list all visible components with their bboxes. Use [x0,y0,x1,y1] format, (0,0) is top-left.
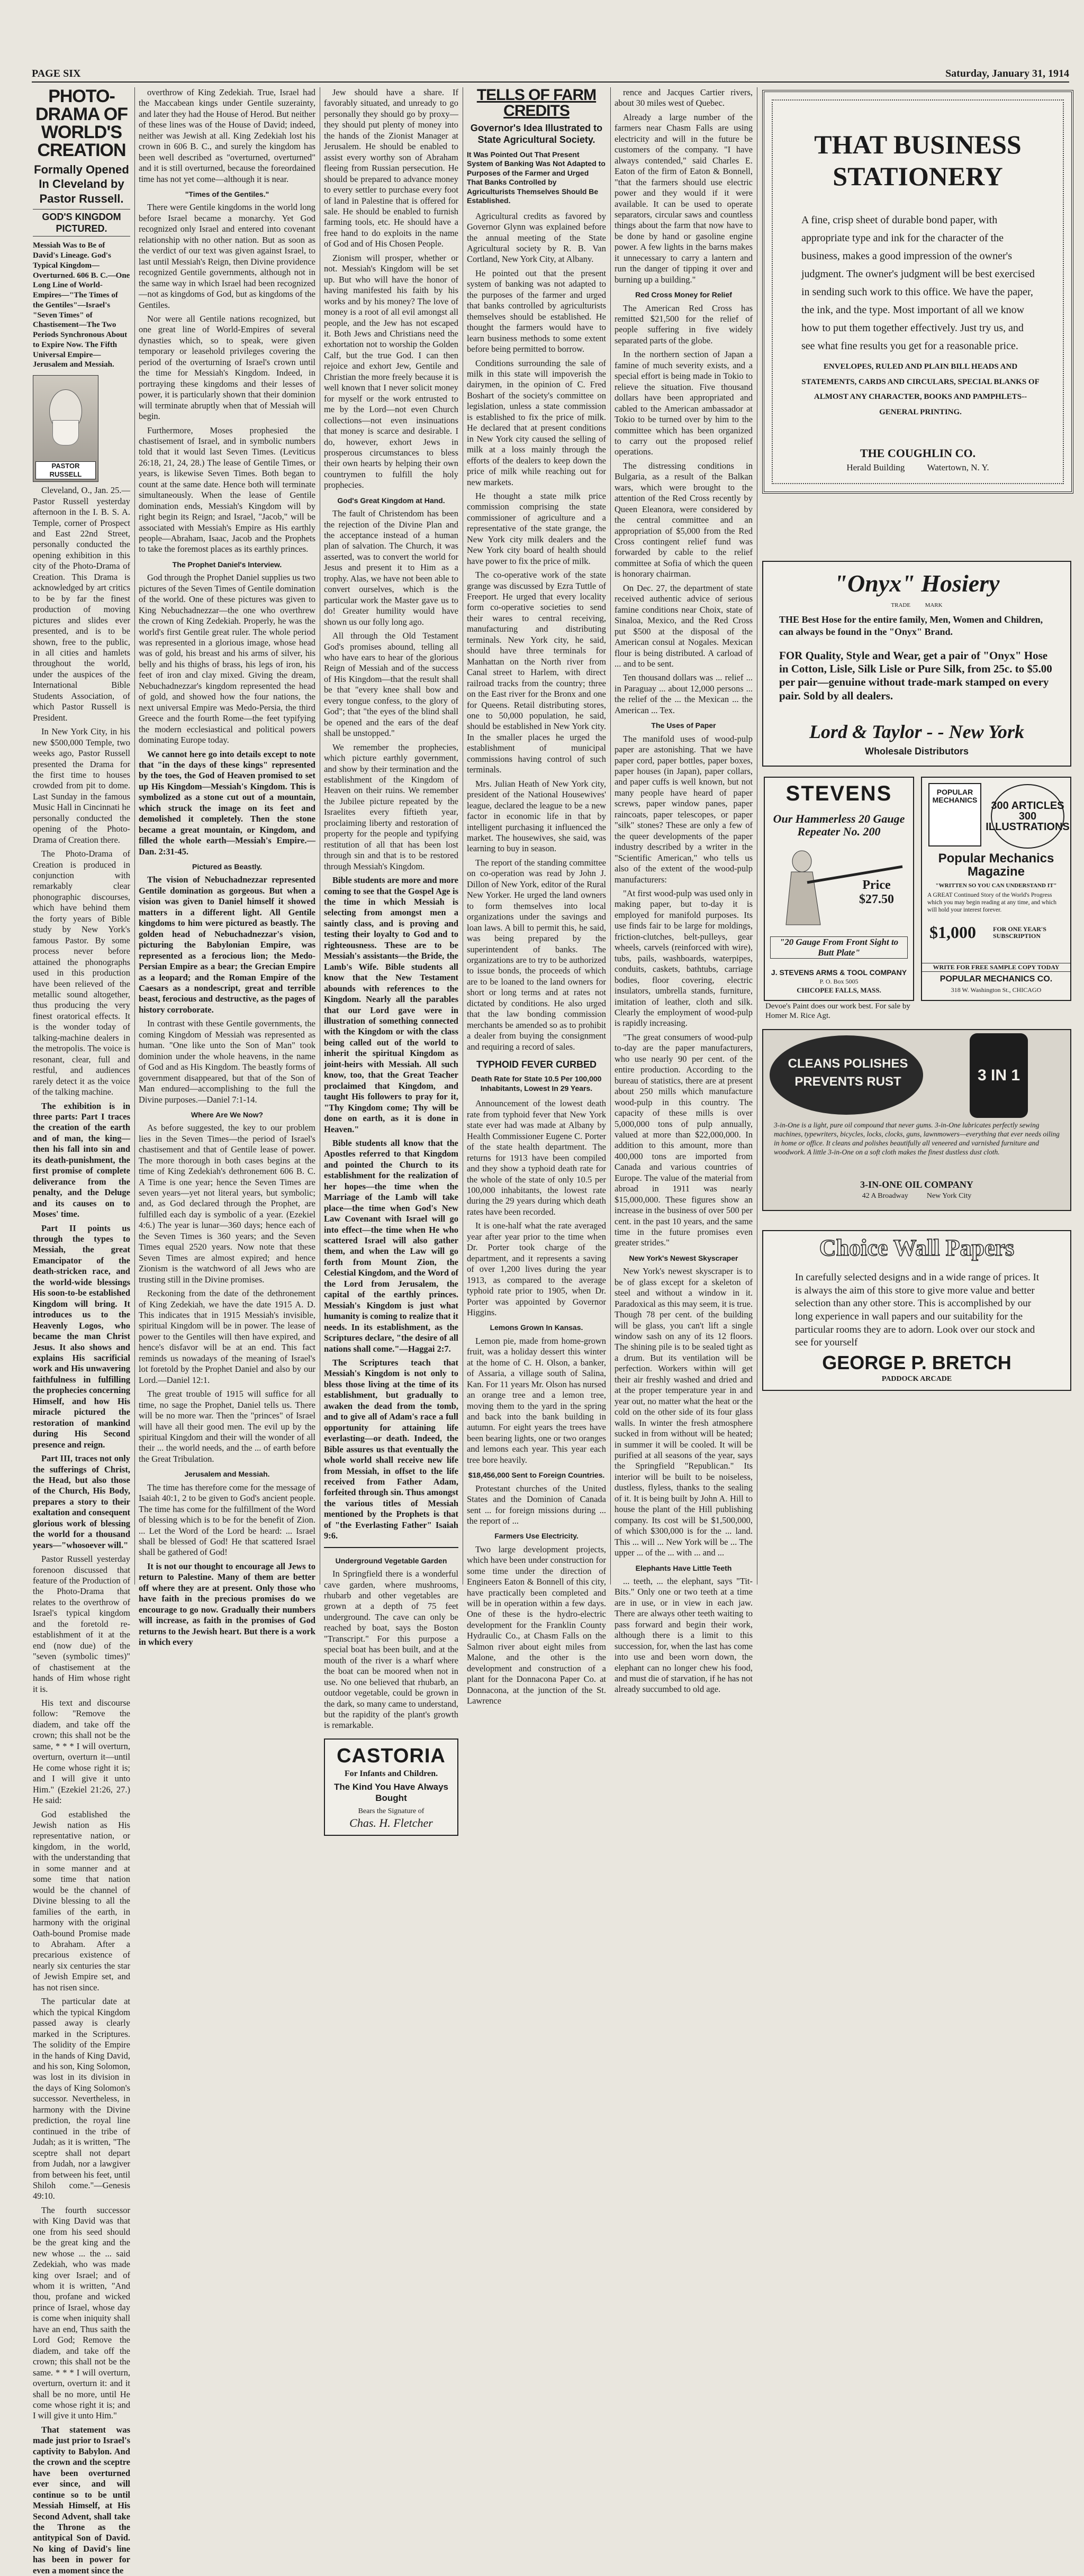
paragraph: Already a large number of the farmers near Chasm Falls are using electricity and will in the future be customers of the company. "I have always contended," said Charles E. Eaton of the firm of Eaton & Bonnell, "that the farmers should use electric power and they would if it were available. It can be used to operate separators, circular saws and countless things about the farm that now have to be done by hand or gasoline engine power. A few lights in the barns makes it unnecessary to carry a lantern and run the danger of tipping it over and burning up a building." [615,112,753,285]
stationery-address: Herald Building Watertown, N. Y. [846,462,989,472]
paragraph: On Dec. 27, the department of state received authentic advice of serious famine conditions near Choix, state of Sinaloa, Mexico, and the Red Cross put $500 at the disposal of the American consul at Nogales. Mexican flour is being distributed. A carload of ... and to be sent. [615,582,753,669]
paragraph: Bible students all know that the Apostles referred to that Kingdom and pointed the Church to its establishment for the realization of her hopes—the time when the Marriage of the Lamb will take place—the time when God's New Law Covenant with Israel will go into effect—the time when He who scattered Israel will also gather them, and when the Law will go forth from Mount Zion, the Celestial Kingdom, and the Word of the Lord from Jerusalem, the capital of the earthly princes. Messiah's Kingdom is just what humanity is coming to realize that it needs. In its establishment, as the Scriptures declare, "the desire of all nations shall come."—Haggai 2:7. [324,1137,458,1354]
popular-mechanics-ad [921,777,1071,1001]
paragraph: rence and Jacques Cartier rivers, about 30 miles west of Quebec. [615,87,753,108]
deck: Death Rate for State 10.5 Per 100,000 Inhabitants, Lowest In 29 Years. [471,1075,602,1093]
castoria-ad [324,1738,458,1836]
paragraph: The report of the standing committee on co-operation was read by John J. Dillon of New York, editor of the Rural New Yorker. He urged the land owners to form themselves into local organizations under the savings and loan laws. A bill to permit this, he said, was being prepared by the superintendent of banks. The organizations are to try to be authorized to issue bonds, the proceeds of which are to be loaned to the land owners for short or long terms and at rates not dictated by conditions. He also urged that the law bonding commission merchants be amended so as to prohibit a dealer from buying the consignment and requiring a record of sales. [467,857,606,1052]
column-3 [324,87,458,1830]
article-box [324,1547,458,1731]
stationery-list: ENVELOPES, RULED AND PLAIN BILL HEADS AND STATEMENTS, CARDS AND CIRCULARS, SPECIAL BLANKS OF ALMOST ANY CHARACTER, BOOKS AND PAMPHLETS--GENERAL PRINTING. [801,362,1040,416]
section-heading: Red Cross Money for Relief [635,290,732,299]
section-heading: Where Are We Now? [191,1110,264,1119]
wallpaper-address: PADDOCK ARCADE [881,1375,952,1383]
section-heading: New York's Newest Skyscraper [629,1253,738,1262]
paragraph: "At first wood-pulp was used only in making paper, but to-day it is employed for manifold purposes. Its use finds fair to be large for moldings, friction-clutches, belt-pulleys, gear wheels, carvels (reinforced with wire), tubs, pails, washboards, waterpipes, conduits, caskets, bathtubs, carriage bodies, floor covering, electric insulators, umbrella stands, furniture, imitation of leather, cloth and silk. Clearly the employment of wood-pulp is rapidly increasing. [615,888,753,1028]
onyx-trademark: TRADE MARK [891,602,943,608]
paragraph: Protestant churches of the United States and the Dominion of Canada sent ... for foreign missions during ... the report of ... [467,1483,606,1526]
oil-can-icon: 3 IN 1 [970,1033,1028,1118]
paragraph: The time has therefore come for the message of Isaiah 40:1, 2 to be given to God's ancient people. The time has come for the fulfillment of the Word of blessing which is to be for the benefit of Zion. ... Let the Word of the Lord be heard: ... Israel shall be blessed of God! He that scattered Israel shall be gathered of God! [139,1482,315,1558]
subheadline: Governor's Idea Illustrated to State Agricultural Society. [470,123,603,145]
pm-firm: POPULAR MECHANICS CO. [940,975,1053,984]
section-heading: "Times of the Gentiles." [185,190,269,199]
paragraph: As before suggested, the key to our problem lies in the Seven Times—the period of Israel's chastisement and that of Gentile lease of power. The more thorough in both cases begins at the time of King Zedekiah's dethronement 606 B. C. A Time is one year; hence the Seven Times are seven years—yet not literal years, but symbolic; and, as God declared through the Prophet, are fulfilled each day is symbolic of a year. (Ezekiel 4:6.) The year is lunar—360 days; hence each of the Seven Times is 360 years; and the Seven Times equal 2520 years. Now note that these Seven Times are almost expired; and hence Zionism is the watchword of all Jews who are trusting still in the Divine promises. [139,1123,315,1285]
paragraph: God through the Prophet Daniel supplies us two pictures of the Seven Times of Gentile domination of the world. One of these pictures was given to King Nebuchadnezzar—the one who overthrew the crown of King Zedekiah. Properly, he was the world's first Gentile great ruler. The whole period was represented in a glorious image, whose head was of gold, his breast and his arms of silver, his belly and his thighs of brass, his legs of iron, his feet of iron and clay mixed. Giving the dream, Nebuchadnezzar's kingdom represented the head of gold, and showed how the four nations, the next universal Empire was Medo-Persia, the third Greece and the fourth Rome—the feet typifying the modern ecclesiastical and political powers dominating Europe today. [139,572,315,745]
stationery-ad [762,90,1073,494]
stationery-body: A fine, crisp sheet of durable bond paper, with appropriate type and ink for the character of the business, makes a good impression of the owner's judgment. The owner's judgment will be best exercised in sending such work to this office. We have the paper, the ink, and the type. Most important of all we know how to put them together effectively. Just try us, and see what fine results you get for a reasonable price. [801,214,1035,352]
subheadline-2: GOD'S KINGDOM PICTURED. [33,209,130,237]
section-heading: $18,456,000 Sent to Foreign Countries. [468,1471,605,1480]
oil-firm: 3-IN-ONE OIL COMPANY [860,1179,973,1190]
portrait-caption: PASTOR RUSSELL [35,461,96,479]
magazine-body: A GREAT Continued Story of the World's Progress which you may begin reading at any time, and which will hold your interest forever. [927,892,1056,913]
section-heading: Jerusalem and Messiah. [184,1470,270,1479]
oil-slogan-2: PREVENTS RUST [794,1075,901,1089]
paragraph: He thought a state milk price commission comprising the state commissioner of agriculture and a representative of the state grange, the New York city milk dealers and the New York city board of health should have power to fix the price of milk. [467,490,606,566]
paragraph: In the northern section of Japan a famine of much severity exists, and a special effort is being made in Tokio to relieve the situation. Five thousand dollars have been appropriated and cabled to the American ambassador at Tokio to be turned over by him to the committee which has been organized to carry out the proposed relief operations. [615,349,753,457]
section-heading: The Prophet Daniel's Interview. [172,560,282,569]
paragraph: Part III, traces not only the sufferings of Christ, the Head, but also those of the Church, His Body, prepares a story to their exaltation and consequent glorious work of blessing the world for a thousand years—"whosoever will." [33,1453,130,1550]
stevens-price: Price $27.50 [859,878,894,906]
section-heading: Pictured as Beastly. [192,862,263,871]
paragraph: He pointed out that the present system of banking was not adapted to the purposes of the farmer and urged that banks controlled by agriculturists themselves should be established. He thought the farmers would have to learn business methods to some extent before being permitted to borrow. [467,268,606,354]
column-rule [610,87,611,1585]
pm-address: 318 W. Washington St., CHICAGO [951,986,1042,994]
paragraph: In Springfield there is a wonderful cave garden, where mushrooms, rhubarb and other vegetables are grown at a depth of 75 feet underground. The cave can only be reached by boat, says the Boston "Transcript." For this purpose a special boat has been built, and at the mouth of the river is a wharf where the boat can be moored when not in use. No one believed that rhubarb, an outdoor vegetable, could be grown in the dark, so many came to understand, but the rapidity of the plant's growth is remarkable. [324,1569,458,1731]
paragraph: It is one-half what the rate averaged year after year prior to the time when Dr. Porter took charge of the department, and it represents a saving of over 1,200 lives during the year 1913, as compared to the average typhoid rate prior to 1905, when Dr. Porter was appointed by Governor Higgins. [467,1221,606,1317]
paragraph: Cleveland, O., Jan. 25.—Pastor Russell yesterday afternoon in the I. B. S. A. Temple, corner of Prospect and East 22nd Street, personally conducted the opening exhibition in this city of the Photo-Drama of Creation. This Drama is acknowledged by art critics to be by far the finest production of moving pictures and slides ever presented, and is to be shown, free to the public, in all cities and hamlets throughout the world, under the auspices of the International Bible Students Association, of which Pastor Russell is President. [33,485,130,723]
devoe-notice: Devoe's Paint does our work best. For sale by Homer M. Rice Agt. [765,1002,910,1020]
paragraph: There were Gentile kingdoms in the world long before Israel became a monarchy. Yet God recognized only Israel and entered into covenant relationship with no other nation. But as soon as the verdict of our text was given against Israel, to last until Messiah's Reign, then Divine providence recognized Gentile governments, although not in the same way in which Israel had been recognized—not as kingdoms of God, but as kingdoms of the Gentiles. [139,202,315,310]
onyx-line-2: FOR Quality, Style and Wear, get a pair of "Onyx" Hose in Cotton, Lisle, Silk Lisle or Pure Silk, from 25c. to $5.00 per pair—genuine without trade-mark stamped on every pair. Sold by all dealers. [779,649,1052,702]
free-sample: WRITE FOR FREE SAMPLE COPY TODAY [922,963,1070,972]
section-heading: Farmers Use Electricity. [494,1532,579,1541]
deck: It Was Pointed Out That Present System of Banking Was Not Adapted to Purposes of the Farmer and Urged That Banks Controlled by Agriculturists Themselves Should Be Established. [467,150,606,205]
paragraph: Reckoning from the date of the dethronement of King Zedekiah, we have the date 1915 A. D. This indicates that in 1915 Messiah's invisible, spiritual Kingdom will be in power. The lease of power to the Gentiles will then have expired, and hence's disfavor will be at an end. This fact reminds us nowadays of the meaning of Israel's lot foretold by the Prophet Daniel and also by our Lord.—Daniel 12:1. [139,1288,315,1385]
stationery-firm: THE COUGHLIN CO. [860,447,976,460]
castoria-title: CASTORIA [337,1744,446,1767]
stationery-title-2: STATIONERY [833,161,1003,191]
paragraph: The distressing conditions in Bulgaria, as a result of the Balkan wars, which were brought to the attention of the Red Cross recently by Queen Eleanora, were considered by the central committee and an appropriation of $5,000 from the Red Cross contingent relief fund was forwarded by cable to the relief committee at Sofia of which the queen is honorary chairman. [615,460,753,579]
deck: Messiah Was to Be of David's Lineage. God's Typical Kingdom—Overturned. 606 B. C.—One Long Line of World-Empires—"The Times of the Gentiles"—Israel's "Seven Times" of Chastisement—The Two Periods Synchronous About to Expire Now. The Fifth Universal Empire—Jerusalem and Messiah. [33,241,130,369]
oil-address: 42 A Broadway New York City [862,1192,972,1200]
onyx-line-1: THE Best Hose for the entire family, Men, Women and Children, can always be found in the "Onyx" Brand. [779,614,1043,637]
stationery-title-1: THAT BUSINESS [814,130,1022,159]
stevens-model: Our Hammerless 20 Gauge Repeater No. 200 [773,812,905,839]
onyx-hosiery-ad [762,561,1071,767]
subheadline: Formally Opened In Cleveland by Pastor Russell. [34,163,129,205]
paragraph: The American Red Cross has remitted $21,500 for the relief of people suffering in five widely separated parts of the globe. [615,303,753,345]
paragraph: The fourth successor with King David was that one from his seed should be the great king and the new whose ... the ... said Zedekiah, who was made king over Israel; and of whom it is written, "And thou, profane and wicked prince of Israel, whose day is come when iniquity shall have an end, Thus saith the Lord God; Remove the diadem, and take off the crown; this shall not be the same. * * * I will overturn, overturn, overturn it: and it shall be no more, until He come whose right it is; and I will give it unto Him." [33,2205,130,2421]
castoria-subtitle: For Infants and Children. [344,1769,438,1778]
paragraph: In New York City, in his new $500,000 Temple, two weeks ago, Pastor Russell presented the Drama for the first time to houses crowded from pit to dome. Last Sunday in the famous Music Hall in Cincinnati he personally conducted the opening of the Photo-Drama of Creation there. [33,726,130,845]
headline: PHOTO-DRAMA OF WORLD'S CREATION [35,86,128,160]
onyx-title: "Onyx" Hosiery [834,570,1000,597]
section-heading: TYPHOID FEVER CURBED [476,1059,597,1070]
paragraph: The fault of Christendom has been the rejection of the Divine Plan and the acceptance instead of a human plan of salvation. The Church, it was asserted, was to convert the world for Jesus and present it to Him as a trophy. Alas, we have not been able to convert ourselves, which is the particular work the Master gave us to do! Greater humility would have shown us our folly long ago. [324,508,458,627]
section-heading: Elephants Have Little Teeth [635,1563,732,1572]
oil-body: 3-in-One is a light, pure oil compound that never gums. 3-in-One lubricates perfectly sewing machines, typewriters, bicycles, locks, clocks, guns, lawnmowers—everything that ever needs oiling in home or office. It cleans and polishes beautifully all veneered and varnished furniture and woodwork. A little 3-in-One on a soft cloth makes the finest dustless dust cloth. [774,1121,1060,1156]
paragraph: Pastor Russell yesterday forenoon discussed that feature of the Production of the Photo-Drama that relates to the overthrow of Israel's typical kingdom and the foretold re-establishment of it at the end (now due) of the "seven (symbolic times)" of chastisement at the hands of Him whose right it is. [33,1554,130,1694]
oil-ad [762,1029,1071,1211]
castoria-tagline: The Kind You Have Always Bought [333,1781,449,1803]
stevens-tagline: "20 Gauge From Front Sight to Butt Plate" [770,936,908,959]
castoria-signature: Chas. H. Fletcher [349,1816,433,1830]
paragraph: Announcement of the lowest death rate from typhoid fever that New York state ever had was made at Albany by Health Commissioner Eugene C. Porter of the state health department. The returns for 1913 have been compiled and they show a typhoid death rate for the whole of the state of only 10.5 per 100,000 inhabitants, the lowest rate during the 29 years during which death rates have been recorded. [467,1098,606,1217]
paragraph: The Photo-Drama of Creation is produced in conjunction with remarkably clear phonographic discourses, which have behind them the forty years of Bible study by New York's famous Pastor. By some process never before attained the phonographs used in this production have been relieved of the metallic sound altogether, thus producing the very finest oratorical effects. It is the wonder today of talking-machine dealers in the metropolis. The voice is resonant, clear, full and restful, and audiences rarely detect it as the voice of the talking machine. [33,849,130,1097]
column-2 [139,87,315,1647]
paragraph: Mrs. Julian Heath of New York city, president of the National Housewives' league, declared the league to be a new factor in economic life in that by intelligent purchasing it influenced the market. The housewives, she said, was learning to buy in season. [467,778,606,854]
column-5 [615,87,753,1695]
column-1 [33,86,130,2575]
wallpaper-firm: GEORGE P. BRETCH [822,1352,1011,1373]
prize-text: FOR ONE YEAR'S SUBSCRIPTION [993,925,1046,940]
paragraph: Zionism will prosper, whether or not. Messiah's Kingdom will be set up. But who will have the honor of having manifested his faith by his works and by his money? The love of money is a root of all evil amongst all people, and the Jew has not escaped it. Both Jews and Christians need the exhortation not to worship the Golden Calf, but the true God. I can then rejoice and exhort Jew, Gentile and Christian the more freely because it is well known that I never solicit money for myself or the work entrusted to me by the Lord—not even Church collections—not even insinuations that money is scarce and desirable. I do, however, exhort Jews in prosperous circumstances to bless their own hearts by helping their own countrymen to fulfill the holy prophecies. [324,252,458,490]
paragraph: The co-operative work of the state grange was discussed by Ezra Tuttle of Freeport. He urged that every locality form co-operative societies to send their wares to central receiving, manufacturing and distributing terminals. New York city, he said, should have three terminals for Manhattan on the North river from Canal street to Harlem, with direct railroad tracks from the country; three on the East river for the Bronx and one for Queens. Retail distributing stores, one to 50,000 population, he said, should be established in New York city. In the smaller places he urged the establishment of municipal commissions having control of such terminals. [467,570,606,775]
paragraph: It is not our thought to encourage all Jews to return to Palestine. Many of them are better off where they are at present. Only those who have faith in the precious promises do we encourage to go now. Gradually their numbers will increase, as faith in the promises of God returns to the Jewish heart. But there is a work in which every [139,1561,315,1647]
column-4 [467,86,606,1706]
section-heading: Underground Vegetable Garden [335,1556,447,1565]
paragraph: All through the Old Testament God's promises abound, telling all who have ears to hear of the glorious Reign of Messiah and of the success of His Kingdom—that the result shall be that "every knee shall bow and every tongue confess, to the glory of God"; that "the eyes of the blind shall be opened and the ears of the deaf shall be unstopped." [324,631,458,739]
page-number: PAGE SIX [32,68,81,79]
page-header [32,68,1069,83]
section-heading: The Uses of Paper [651,721,716,730]
paragraph: Conditions surrounding the sale of milk in this state will impoverish the dairymen, in the opinion of C. Fred Boshart of the society's committee on legislation, unless a state commission is established to fix the price of milk. He declared that at present conditions in New York city caused the selling of milk at a loss mainly through the efforts of the dealers to keep down the price of milk while reaching out for new markets. [467,358,606,487]
paragraph: The manifold uses of wood-pulp paper are astonishing. That we have paper cord, paper bottles, paper boxes, paper houses (in Japan), paper collars, and paper cuffs is well known, but not many people have heard of paper screws, paper window panes, paper raincoats, paper telescopes, or paper "silk" stones? These are only a few of the queer developments of the paper industry described by a writer in the "Scientific American," who tells us also of the extent of the wood-pulp manufacturers: [615,733,753,885]
onyx-brand: Lord & Taylor - - New York [809,721,1024,742]
paragraph: Lemon pie, made from home-grown fruit, was a holiday dessert this winter at the home of C. H. Olson, a banker, of Assaria, a village south of Salina, Kan. For 11 years Mr. Olson has nursed an orange tree and a lemon tree, moving them to the yard in the spring and back into the bank building in autumn. For eight years the trees have been bearing lights, one or two oranges and lemons each year. This year each tree bore heavily. [467,1335,606,1465]
issue-date: Saturday, January 31, 1914 [945,68,1069,79]
stevens-firm: J. STEVENS ARMS & TOOL COMPANY [771,968,907,977]
paragraph: overthrow of King Zedekiah. True, Israel had the Maccabean kings under Gentile suzerainty, and later they had the House of Herod. But neither of these lines was of the House of David; indeed, neither was Jewish at all. King Zedekiah lost his crown in 606 B. C., and surely the kingdom has been well described as "overturned, overturned" and it is still overturned, because the foreordained time has not yet come—although it is near. [139,87,315,184]
paragraph: "The great consumers of wood-pulp to-day are the paper manufacturers, who use nearly 90 per cent. of the entire production. According to the bureau of statistics, there are at present about 250 mills which manufacture wood-pulp in this country. The capacity of these mills is over 5,000,000 tons of pulp annually, valued at more than $22,000,000. In addition to this amount, more than 400,000 tons are imported from Canada and various countries of Europe. The value of the material from abroad in 1911 was nearly $15,000,000. These figures show an increase in the business of over 500 per cent. in the past 10 years, and the same time in the future promises even greater strides." [615,1032,753,1248]
portrait-beard [52,420,79,445]
column-rule [134,87,135,1585]
onyx-distributors: Wholesale Distributors [864,746,969,757]
section-heading: God's Great Kingdom at Hand. [337,496,445,505]
articles-badge: 300 ARTICLES 300 ILLUSTRATIONS [991,784,1064,849]
stevens-brand: STEVENS [785,782,892,805]
paragraph: Jew should have a share. If favorably situated, and unready to go personally they should go by proxy—they should put plenty of money into the hands of the Zionist Manager at Jerusalem. He should be enabled to assist every worthy son of Abraham fleeing from Russian persecution. He should be prepared to advance money to every settler to purchase every foot of land in Palestine that is offered for sale. He should be enabled to furnish farming tools, etc. He should have a free hand to do exploits in the name of God and of His Chosen People. [324,87,458,249]
paragraph: New York's newest skyscraper is to be of glass except for a skeleton of steel and without a window in it. Paradoxical as this may seem, it is true. Though 78 per cent. of the building will be glass, you can't lift a single window sash on any of its 12 floors. The shining pile is to be sealed tight as a drum. But its ventilation will be perfection. Workers within will get their air freshly washed and dried and at the proper temperature year in and year out, no matter what the heat or the cold on the other side of its four glass walls. In winter the fresh atmosphere sucked in from without will be heated; in summer it will be cooled. It will be purified at all seasons of the year, says the Springfield "Republican." Its interior will be built to be noiseless, dustless, flyless, thanks to the sealing of it. It is being built by John A. Hill to house the plant of the Hill publishing company. Its cost will be $1,500,000, of which $300,000 is for the ... land. This ... will ... New York will be ... The upper ... of the ... with ... and ... [615,1266,753,1558]
paragraph: Nor were all Gentile nations recognized, but one great line of World-Empires of several dynasties which, so to speak, were given temporary or leasehold privileges covering the period of the overturning of Israel's crown until the time for Messiah's Kingdom. Indeed, in portraying these kingdoms and their lesses of power, it is particularly shown that their dominion will terminate abruptly when that of Messiah will begin. [139,313,315,422]
paragraph: Bible students are more and more coming to see that the Gospel Age is the time in which Messiah is selecting from amongst men a saintly class, and is proving and testing their loyalty to God and to righteousness. These are to be Messiah's assistants—the Bride, the Lamb's Wife. Bible students all know that the New Testament abounds with references to the Kingdom. Nearly all the parables that our Lord gave were in illustration of something connected with the Kingdom or with the class being called out of the world to inherit the spiritual Kingdom as joint-heirs with Messiah. All such know, too, that the Great Teacher proclaimed that Kingdom, and taught His followers to pray for it, "Thy Kingdom come; Thy will be done on earth, as it is done in Heaven." [324,875,458,1134]
paragraph: God established the Jewish nation as His representative nation, or kingdom, in the world, with the understanding that in some manner and at some time that nation would be the channel of Divine blessing to all the families of the earth, in harmony with the original Oath-bound Promise made to Abraham. After a precarious existence of nearly six centuries the star of Jewish Empire set, and has not risen since. [33,1809,130,1992]
headline: TELLS OF FARM CREDITS [476,86,597,120]
paragraph: The Scriptures teach that Messiah's Kingdom is not only to bless those living at the time of its establishment, but gradually to awaken the dead from the tomb, and to give all of Adam's race a full opportunity for attaining life everlasting—or death. Indeed, the Bible assures us that eventually the whole world shall receive new life from Messiah, in offset to the life received from Father Adam, forfeited through sin. Thus amongst the various titles of Messiah mentioned by the Prophets is that of "the Everlasting Father" Isaiah 9:6. [324,1358,458,1541]
stevens-ad [764,777,914,1001]
paragraph: Agricultural credits as favored by Governor Glynn was explained before the annual meeting of the State Agricultural society by R. B. Van Cortland, New York City, at Albany. [467,211,606,265]
section-heading: Lemons Grown In Kansas. [490,1323,583,1332]
paragraph: Two large development projects, which have been under construction for some time under the direction of Engineers Eaton & Bonnell of this city, have practically been completed and will be in operation within a few days. One of these is the hydro-electric development for the Franklin County Hydraulic Co., at Chasm Falls on the Salmon river about eight miles from Malone, and the other is the development and construction of a plant for the Donnacona Paper Co. at Donnacona, at the junction of the St. Lawrence [467,1544,606,1706]
paragraph: In contrast with these Gentile governments, the coming Kingdom of Messiah was represented as human. "One like unto the Son of Man" took dominion under the whole heavens, in the name of God and as His Kingdom. The beastly forms of government disappeared, but that of the Son of Man endured—accomplishing to the full the Divine purposes.—Daniel 7:1-14. [139,1018,315,1105]
paragraph: ... teeth, ... the elephant, says "Tit-Bits." Only one or two teeth at a time are in use, or in view in each jaw. There are always other teeth waiting to pass forward and begin their work, although there is a limit to this succession, for, when the last has come into use and been worn down, the elephant can no longer chew his food, and must die of starvation, if he has not already succumbed to old age. [615,1576,753,1695]
paragraph: The great trouble of 1915 will suffice for all time, no sage the Prophet, Daniel tells us. There will be no more war. Then the "princes" of Israel will have all their good men. The evil up by the spiritual Kingdom and their will the wonder of all their ... the world needs, and the ... of earth before the Great Tribulation. [139,1389,315,1464]
paragraph: The vision of Nebuchadnezzar represented Gentile domination as gorgeous. But when a vision was given to Daniel himself it showed matters in a different light. All Gentile kingdoms to him were pictured as beastly. The golden head of Nebuchadnezzar's vision, picturing the Babylonian Empire, was represented as a ferocious lion; the Medo-Persian Empire as a bear; the Grecian Empire as a leopard; and the Roman Empire of the Caesars as a nondescript, great and terrible beast, ferocious and destructive, as the pages of history corroborate. [139,875,315,1015]
wallpaper-body: In carefully selected designs and in a wide range of prices. It is always the aim of this store to give more value and better selection than any other store. This is accomplished by our long experience in wall papers and our suitability for the particular rooms they are to adorn. Look over our stock and see for yourself [795,1272,1040,1349]
paragraph: We cannot here go into details except to note that "in the days of these kings" represented by the toes, the God of Heaven promised to set up His Kingdom—Messiah's Kingdom. This is symbolized as a stone cut out of a mountain, which struck the image on its feet and demolished it completely. Then the stone became a great mountain, or Kingdom, and filled the whole earth—Messiah's Empire.—Dan. 2:31-45. [139,749,315,857]
magazine-slogan: "WRITTEN SO YOU CAN UNDERSTAND IT" [935,882,1057,889]
wallpaper-title: Choice Wall Papers [819,1235,1015,1261]
paragraph: The particular date at which the typical Kingdom passed away is clearly marked in the Scriptures. The solidity of the Empire in the hands of King David, and his son, King Solomon, was lost in its division in the days of King Solomon's successor. Nevertheless, in harmony with the Divine prediction, the royal line continued in the tribe of Judah; as it is written, "The sceptre shall not depart from Judah, nor a lawgiver from between his feet, until Shiloh come."—Genesis 49:10. [33,1996,130,2201]
paragraph: The exhibition is in three parts: Part I traces the creation of the earth and of man, the king—then his fall into sin and its death-punishment, the first promise of complete deliverance from the penalty, and the Deluge and its causes on to Moses' time. [33,1100,130,1219]
wallpaper-ad [762,1230,1071,1391]
paragraph: That statement was made just prior to Israel's captivity to Babylon. And the crown and the sceptre have been overturned ever since, and will continue so to be until Messiah Himself, at His Second Advent, shall take the Throne as the antitypical Son of David. No king of David's line has been in power for even a moment since the [33,2424,130,2575]
stevens-city: CHICOPEE FALLS, MASS. [797,986,881,994]
paragraph: Ten thousand dollars was ... relief ... in Paraguay ... about 12,000 persons ... the relief of the ... the Mexican ... the American ... Tex. [615,672,753,715]
castoria-bears: Bears the Signature of [358,1807,424,1815]
magazine-title: Popular Mechanics Magazine [938,851,1054,879]
paragraph: Part II points us through the types to Messiah, the great Emancipator of the death-stricken race, and the world-wide blessings His soon-to-be established Kingdom will bring. It introduces us to the Heavenly Logos, who became the man Christ Jesus. It also shows and explains His sacrificial work and His unwavering faithfulness in fulfilling the prophecies concerning Himself, and how His miracle pictured the restoration of mankind during His Second presence and reign. [33,1223,130,1450]
paragraph: We remember the prophecies, which picture earthly government, and show by their termination and the establishment of the Kingdom of Heaven on their ruins. We remember the Jubilee picture repeated by the Israelites every fiftieth year, proclaiming liberty and restoration of property for the people and typifying restitution of all that has been lost through sin and that is to be restored through Messiah's Kingdom. [324,742,458,871]
prize-amount: $1,000 [929,923,976,942]
magazine-cover: POPULAR MECHANICS [928,783,981,846]
paragraph: Furthermore, Moses prophesied the chastisement of Israel, and in symbolic numbers told that it would last Seven Times. (Leviticus 26:18, 21, 24, 28.) The lease of Gentile Times, or years, is likewise Seven Times. Both began to count at the same date. Hence both will terminate simultaneously. When the lease of Gentile domination ends, Messiah's Kingdom will by right begin its Reign; and Israel, "Jacob," will be associated with Messiah's Empire as His earthly people—Abraham, Isaac, Jacob and the Prophets to take the foremost places as its earthly princes. [139,425,315,554]
paragraph: His text and discourse follow: "Remove the diadem, and take off the crown; this shall not be the same, * * * I will overturn, overturn, overturn it—until He come whose right it is; and I will give it unto Him." (Ezekiel 21:26, 27.) He said: [33,1698,130,1806]
portrait [33,375,98,482]
stevens-box: P. O. Box 5005 [819,978,859,985]
oil-slogan-1: CLEANS POLISHES [788,1057,908,1071]
